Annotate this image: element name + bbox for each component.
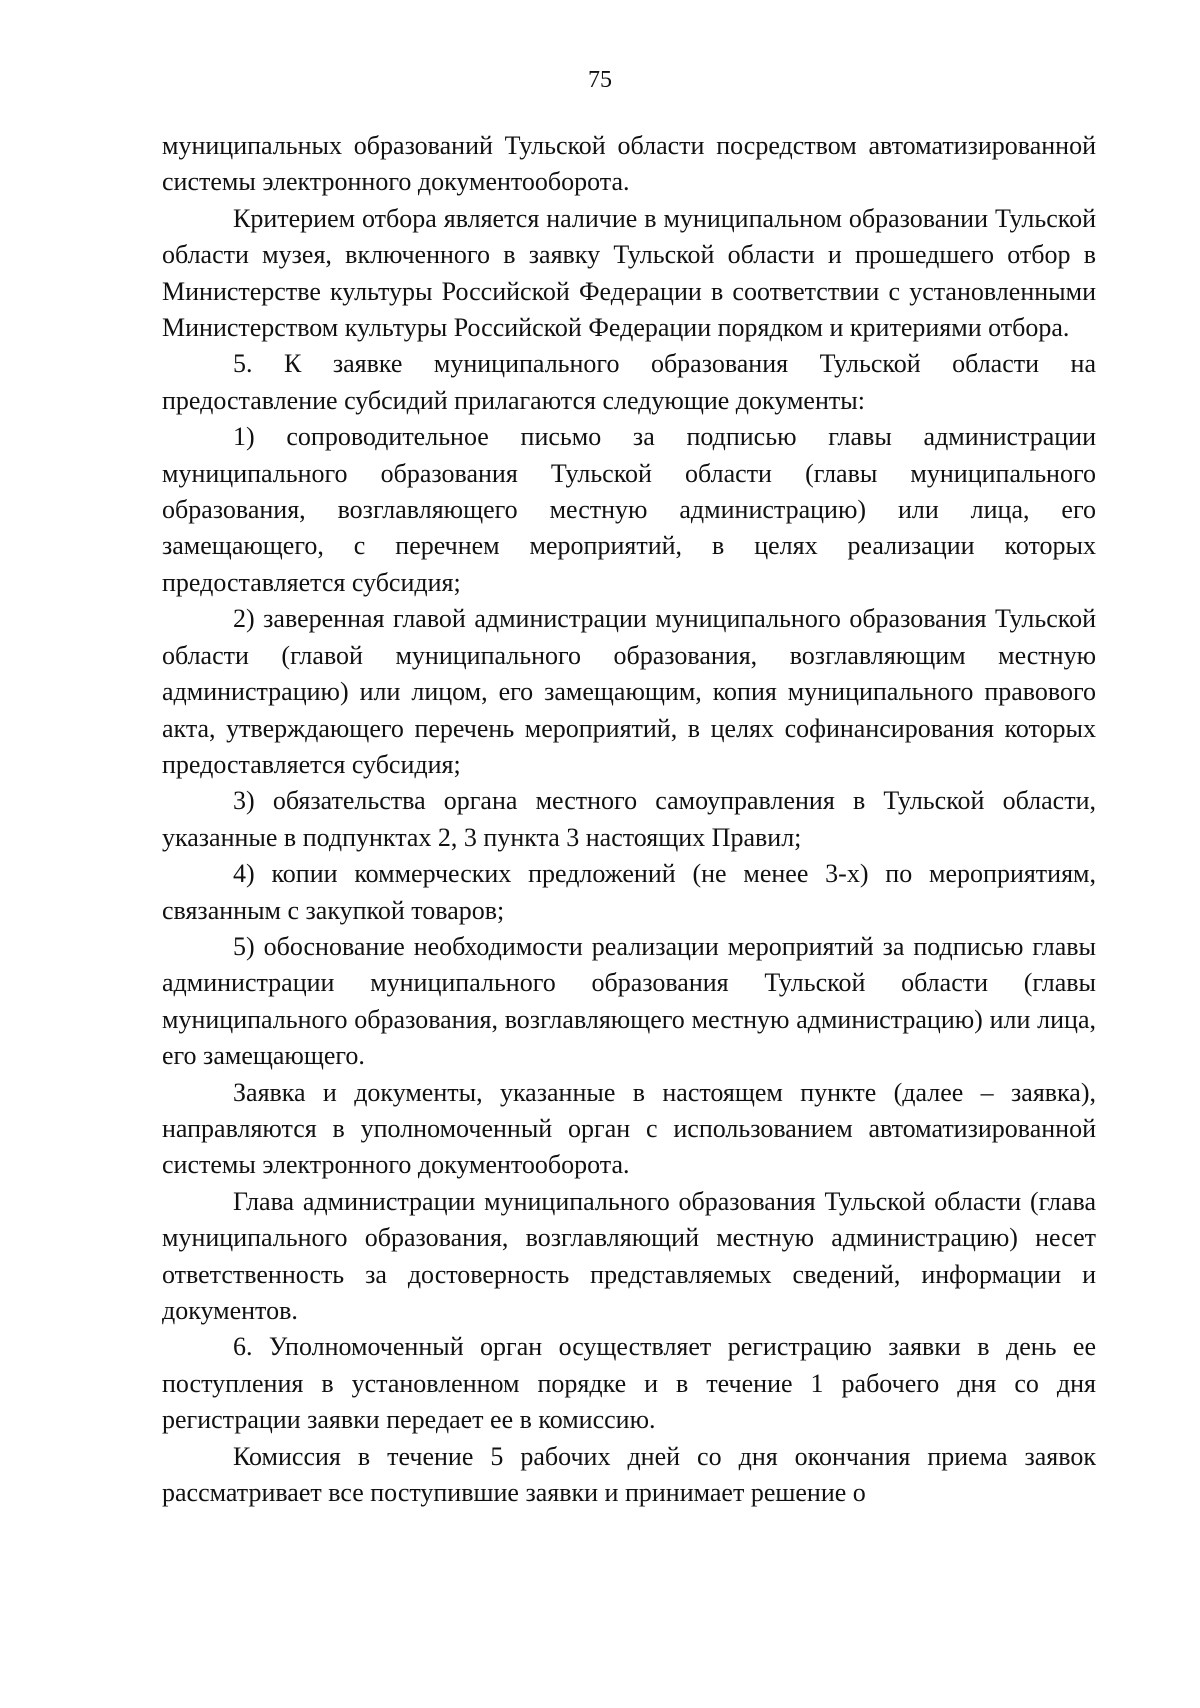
- paragraph-submission: Заявка и документы, указанные в настоящем пункте (далее – заявка), направляются в уполномоченный орган с использованием автоматизированной системы электронного документооборота.: [162, 1077, 1096, 1180]
- paragraph-selection-criterion: Критерием отбора является наличие в муниципальном образовании Тульской области музея, включенного в заявку Тульской области и прошедшего отбор в Министерстве культуры Российской Федерации в соответствии с установленными Министерством культуры Российской Федерации порядком и критериями отбора.: [162, 203, 1096, 343]
- list-item-3: 3) обязательства органа местного самоуправления в Тульской области, указанные в подпунктах 2, 3 пункта 3 настоящих Правил;: [162, 786, 1096, 852]
- paragraph-responsibility: Глава администрации муниципального образования Тульской области (глава муниципального образования, возглавляющий местную администрацию) несет ответственность за достоверность представляемых сведений, информации и документов.: [162, 1186, 1096, 1325]
- paragraph-continuation: муниципальных образований Тульской области посредством автоматизированной системы электронного документооборота.: [162, 131, 1096, 197]
- paragraph-commission: Комиссия в течение 5 рабочих дней со дня окончания приема заявок рассматривает все поступившие заявки и принимает решение о: [162, 1441, 1096, 1508]
- paragraph-item-6: 6. Уполномоченный орган осуществляет регистрацию заявки в день ее поступления в установленном порядке и в течение 1 рабочего дня со дня регистрации заявки передает ее в комиссию.: [162, 1332, 1096, 1435]
- list-item-2: 2) заверенная главой администрации муниципального образования Тульской области (главой муниципального образования, возглавляющим местную администрацию) или лицом, его замещающим, копия муниципального правового акта, утверждающего перечень мероприятий, в целях софинансирования которых предоставляется субсидия;: [162, 604, 1096, 779]
- list-item-5: 5) обоснование необходимости реализации мероприятий за подписью главы администрации муниципального образования Тульской области (главы муниципального образования, возглавляющего местную администрацию) или лица, его замещающего.: [162, 931, 1096, 1071]
- paragraph-item-5: 5. К заявке муниципального образования Тульской области на предоставление субсидий прилагаются следующие документы:: [162, 349, 1096, 415]
- document-body: [162, 128, 1096, 1511]
- list-item-1: 1) сопроводительное письмо за подписью главы администрации муниципального образования Тульской области (главы муниципального образования, возглавляющего местную администрацию) или лица, его замещающего, с перечнем мероприятий, в целях реализации которых предоставляется субсидия;: [162, 422, 1096, 597]
- list-item-4: 4) копии коммерческих предложений (не менее 3-х) по мероприятиям, связанным с закупкой товаров;: [162, 859, 1096, 925]
- page-number: 75: [588, 67, 612, 93]
